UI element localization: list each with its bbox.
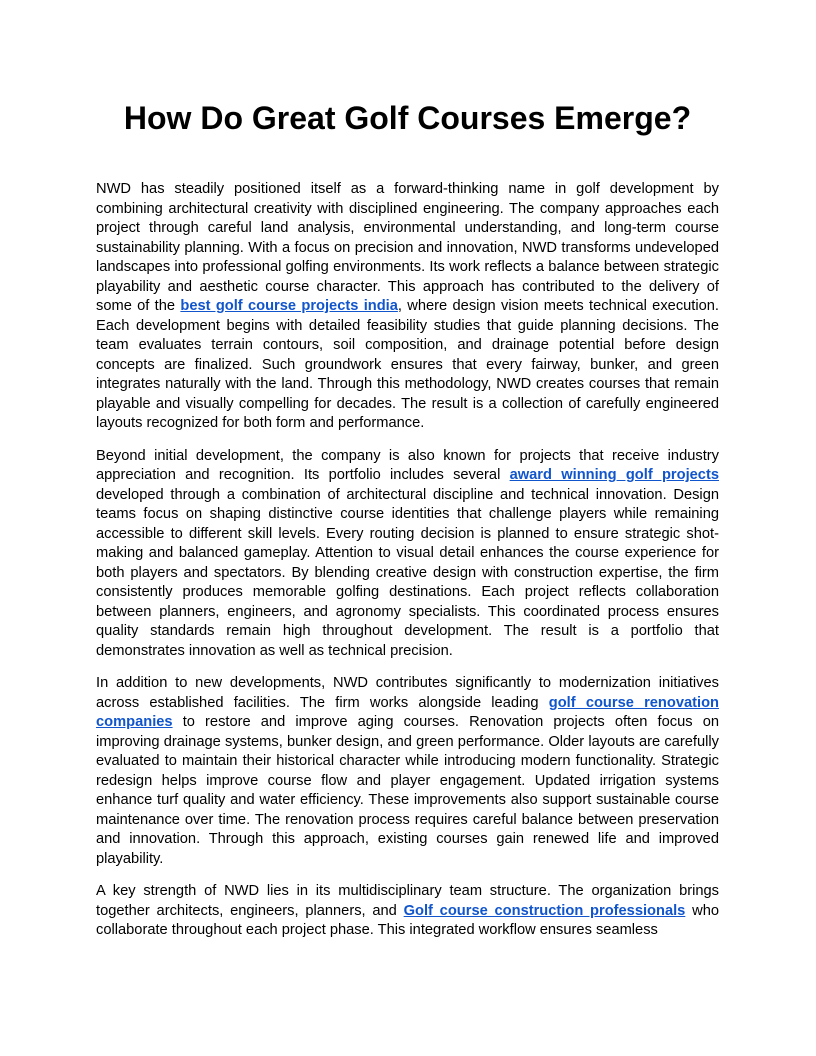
paragraph-2 xyxy=(96,447,719,662)
best-golf-course-projects-link[interactable]: best golf course projects india xyxy=(180,298,398,314)
paragraph-text: to restore and improve aging courses. Renovation projects often focus on improving drainage systems, bunker design, and green performance. Older layouts are carefully evaluated to maintain their historical character while introducing modern functionality. Strategic redesign helps improve course flow and player engagement. Updated irrigation systems enhance turf quality and water efficiency. These improvements also support sustainable course maintenance over time. The renovation process requires careful balance between preservation and innovation. Through this approach, existing courses gain renewed life and improved playability. xyxy=(96,714,719,867)
golf-course-construction-professionals-link[interactable]: Golf course construction professionals xyxy=(403,902,686,919)
paragraph-text: Beyond initial development, the company is also known for projects that receive industry appreciation and recognition. Its portfolio includes several xyxy=(96,447,719,483)
paragraph-text: developed through a combination of architectural discipline and technical innovation. Design teams focus on shaping distinctive course identities that challenge players while remaining accessible to different skill levels. Every routing decision is planned to ensure strategic shot-making and balanced gameplay. Attention to visual detail enhances the course experience for both players and spectators. By blending creative design with construction expertise, the firm consistently produces memorable golfing destinations. Each project reflects collaboration between planners, engineers, and agronomy specialists. This coordinated process ensures quality standards remain high throughout development. The result is a portfolio that demonstrates innovation as well as technical precision. xyxy=(96,486,719,659)
paragraph-text: , where design vision meets technical execution. Each development begins with detailed feasibility studies that guide planning decisions. The team evaluates terrain contours, soil composition, and drainage potential before design concepts are finalized. Such groundwork ensures that every fairway, bunker, and green integrates naturally with the land. Through this methodology, NWD creates courses that remain playable and visually compelling for decades. The result is a collection of carefully engineered layouts recognized for both form and performance. xyxy=(96,298,719,431)
paragraph-text: who collaborate throughout each project phase. This integrated workflow ensures seamless xyxy=(96,902,719,938)
golf-course-renovation-companies-link[interactable]: golf course renovation companies xyxy=(96,694,719,730)
paragraph-text: NWD has steadily positioned itself as a forward-thinking name in golf development by combining architectural creativity with disciplined engineering. The company approaches each project through careful land analysis, environmental understanding, and long-term course sustainability planning. With a focus on precision and innovation, NWD transforms undeveloped landscapes into professional golfing environments. Its work reflects a balance between strategic playability and aesthetic course character. This approach has contributed to the delivery of some of the xyxy=(96,181,719,314)
paragraph-text: In addition to new developments, NWD contributes significantly to modernization initiatives across established facilities. The firm works alongside leading xyxy=(96,675,719,711)
paragraph-3 xyxy=(96,674,719,869)
paragraph-1 xyxy=(96,180,719,434)
article-body xyxy=(96,180,719,954)
paragraph-4 xyxy=(96,882,719,941)
award-winning-golf-projects-link[interactable]: award winning golf projects xyxy=(509,467,719,483)
paragraph-text: A key strength of NWD lies in its multidisciplinary team structure. The organization brings together architects, engineers, planners, and xyxy=(96,883,719,919)
page-title: How Do Great Golf Courses Emerge? xyxy=(123,100,692,136)
